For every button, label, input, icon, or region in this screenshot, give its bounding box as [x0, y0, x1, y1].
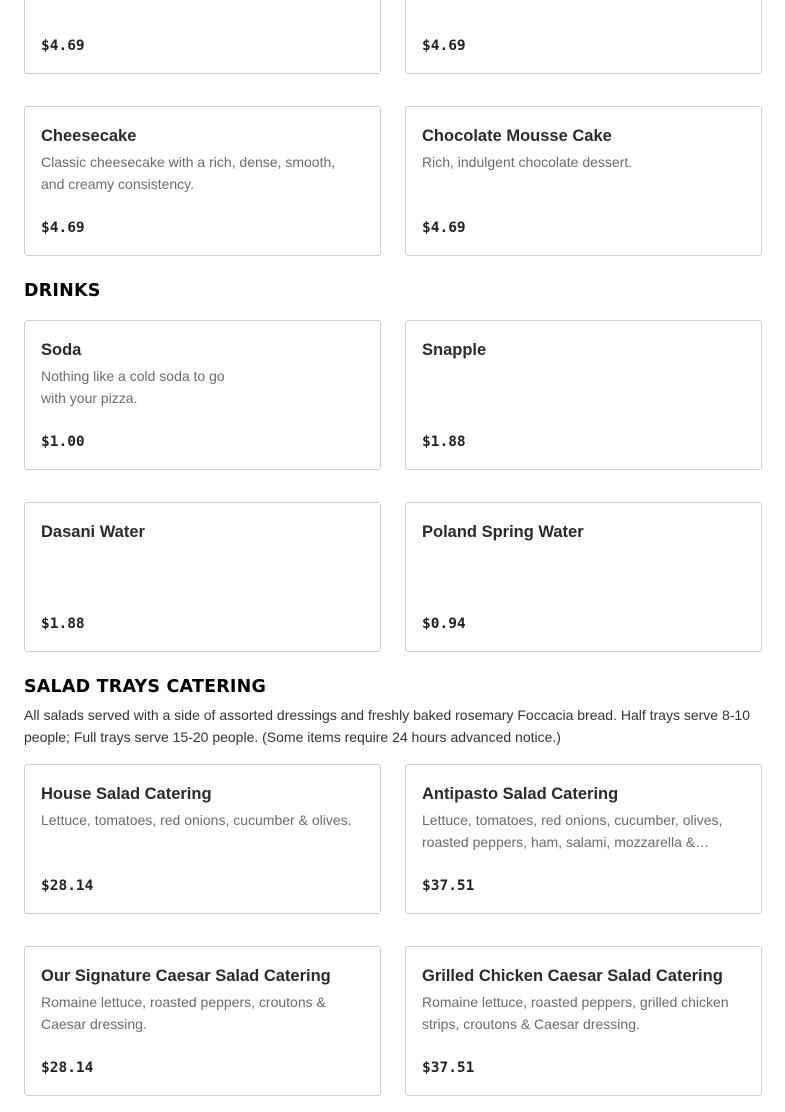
menu-item-name: House Salad Catering	[41, 785, 212, 803]
menu-item-card[interactable]	[24, 106, 381, 256]
menu-item-name: Dasani Water	[41, 523, 145, 541]
menu-item-card[interactable]	[24, 320, 381, 470]
menu-item-name: Our Signature Caesar Salad Catering	[41, 967, 331, 985]
menu-item-price: $28.14	[41, 1060, 94, 1076]
menu-item-description: Classic cheesecake with a rich, dense, smooth, and creamy consistency.	[41, 154, 336, 192]
menu-item-name: Soda	[41, 341, 82, 359]
menu-item-description: Lettuce, tomatoes, red onions, cucumber, olives, roasted peppers, ham, salami, mozzarella &…	[422, 812, 723, 850]
menu-item-name: Antipasto Salad Catering	[422, 785, 619, 803]
menu-item-card[interactable]	[24, 764, 381, 914]
menu-item-price: $37.51	[422, 878, 475, 894]
menu-item-card[interactable]	[24, 502, 381, 652]
menu-item-price: $4.69	[422, 220, 466, 236]
section-heading-salad-trays: SALAD TRAYS CATERING	[24, 677, 267, 697]
menu-item-card[interactable]	[405, 0, 762, 74]
menu-item-price: $4.69	[41, 220, 85, 236]
menu-item-name: Chocolate Mousse Cake	[422, 127, 612, 145]
menu-item-name: Cheesecake	[41, 127, 137, 145]
menu-item-price: $4.69	[422, 38, 466, 54]
menu-item-price: $4.69	[41, 38, 85, 54]
menu-item-description: Lettuce, tomatoes, red onions, cucumber & olives.	[41, 812, 352, 828]
menu-item-card[interactable]	[405, 106, 762, 256]
menu-item-description: Rich, indulgent chocolate dessert.	[422, 154, 633, 170]
menu-item-name: Grilled Chicken Caesar Salad Catering	[422, 967, 723, 985]
menu-item-card[interactable]	[24, 0, 381, 74]
menu-item-price: $1.88	[41, 616, 85, 632]
menu-item-description: Romaine lettuce, roasted peppers, croutons & Caesar dressing.	[41, 994, 326, 1032]
menu-item-price: $1.88	[422, 434, 466, 450]
menu-item-card[interactable]	[405, 764, 762, 914]
menu-item-name: Snapple	[422, 341, 487, 359]
menu-item-name: Poland Spring Water	[422, 523, 584, 541]
menu-item-price: $1.00	[41, 434, 85, 450]
section-description: All salads served with a side of assorted dressings and freshly baked rosemary Foccacia bread. Half trays serve 8-10 people; Full trays serve 15-20 people. (Some items require 24 hours advanced notice.)	[24, 707, 751, 745]
menu-item-price: $28.14	[41, 878, 94, 894]
menu-item-price: $37.51	[422, 1060, 475, 1076]
menu-item-price: $0.94	[422, 616, 466, 632]
menu-item-card[interactable]	[405, 946, 762, 1096]
section-heading-drinks: DRINKS	[24, 281, 101, 301]
menu-item-description: Romaine lettuce, roasted peppers, grilled chicken strips, croutons & Caesar dressing.	[422, 994, 729, 1032]
menu-item-card[interactable]	[405, 502, 762, 652]
menu-item-card[interactable]	[405, 320, 762, 470]
menu-item-description: Nothing like a cold soda to go with your pizza.	[41, 368, 225, 406]
menu-item-card[interactable]	[24, 946, 381, 1096]
